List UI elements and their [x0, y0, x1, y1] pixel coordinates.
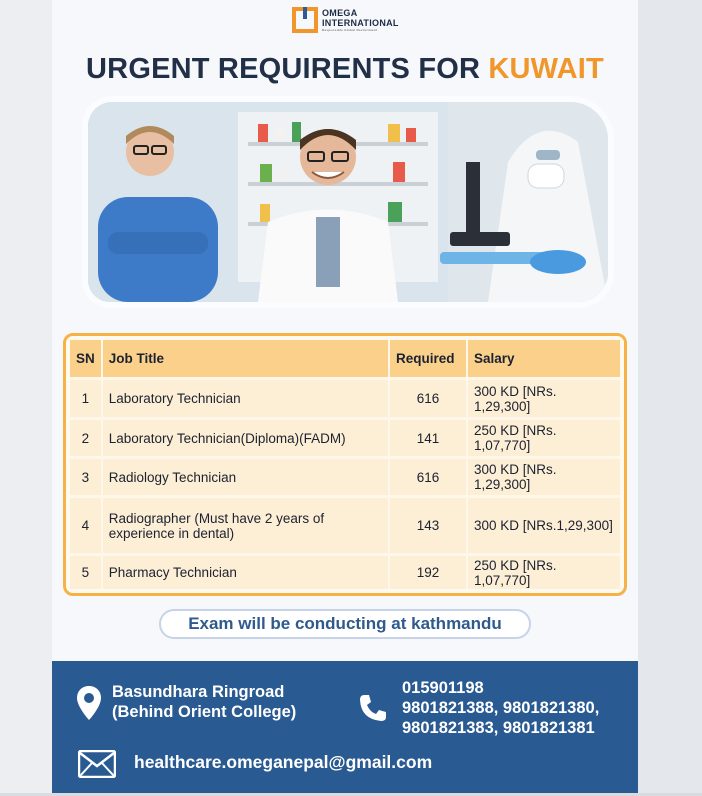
col-header-sn: SN [70, 340, 102, 379]
col-header-title: Job Title [102, 340, 389, 379]
table-row [70, 379, 620, 419]
cell-title: Radiology Technician [102, 458, 389, 497]
exam-location-note: Exam will be conducting at kathmandu [159, 609, 531, 639]
page-margin-left [0, 0, 52, 796]
cell-salary: 250 KD [NRs. 1,07,770] [467, 555, 620, 590]
cell-title: Laboratory Technician [102, 379, 389, 419]
col-header-salary: Salary [467, 340, 620, 379]
phone-icon [358, 693, 388, 723]
page-margin-right [638, 0, 702, 796]
phone-line2: 9801821388, 9801821380, [402, 699, 600, 717]
title-country: KUWAIT [488, 53, 604, 85]
cell-required: 616 [389, 458, 467, 497]
page-title [52, 53, 638, 86]
col-header-required: Required [389, 340, 467, 379]
cell-sn: 3 [70, 458, 102, 497]
cell-salary: 300 KD [NRs.1,29,300] [467, 497, 620, 555]
jobs-table [70, 340, 620, 589]
cell-sn: 2 [70, 419, 102, 458]
email-address: healthcare.omeganepal@gmail.com [134, 752, 433, 772]
company-logo [292, 7, 399, 33]
cell-title: Pharmacy Technician [102, 555, 389, 590]
logo-line2: INTERNATIONAL [322, 18, 399, 28]
cell-title: Laboratory Technician(Diploma)(FADM) [102, 419, 389, 458]
cell-salary: 250 KD [NRs. 1,07,770] [467, 419, 620, 458]
mail-icon [78, 750, 116, 778]
contact-footer [52, 661, 638, 793]
table-header-row [70, 340, 620, 379]
location-pin-icon [77, 686, 101, 720]
phone-line3: 9801821383, 9801821381 [402, 719, 595, 737]
address [112, 682, 296, 722]
jobs-table-panel [63, 333, 627, 596]
phone-line1: 015901198 [402, 679, 484, 697]
table-row [70, 497, 620, 555]
cell-required: 192 [389, 555, 467, 590]
logo-line1: OMEGA [322, 8, 358, 18]
cell-required: 143 [389, 497, 467, 555]
table-row [70, 419, 620, 458]
cell-sn: 5 [70, 555, 102, 590]
table-row [70, 458, 620, 497]
lab-staff-photo [88, 102, 608, 302]
job-poster [52, 0, 638, 793]
logo-mark-icon [292, 7, 318, 33]
cell-sn: 1 [70, 379, 102, 419]
cell-salary: 300 KD [NRs. 1,29,300] [467, 379, 620, 419]
address-line1: Basundhara Ringroad [112, 683, 285, 701]
logo-tagline: Responsible Global Recruitment [322, 28, 378, 32]
cell-title: Radiographer (Must have 2 years of experience in dental) [102, 497, 389, 555]
cell-sn: 4 [70, 497, 102, 555]
cell-salary: 300 KD [NRs. 1,29,300] [467, 458, 620, 497]
lab-scene-illustration [88, 102, 608, 302]
cell-required: 141 [389, 419, 467, 458]
address-line2: (Behind Orient College) [112, 703, 297, 721]
title-main: URGENT REQUIRENTS FOR [86, 53, 489, 85]
phone-numbers [402, 678, 599, 738]
cell-required: 616 [389, 379, 467, 419]
table-row [70, 555, 620, 590]
